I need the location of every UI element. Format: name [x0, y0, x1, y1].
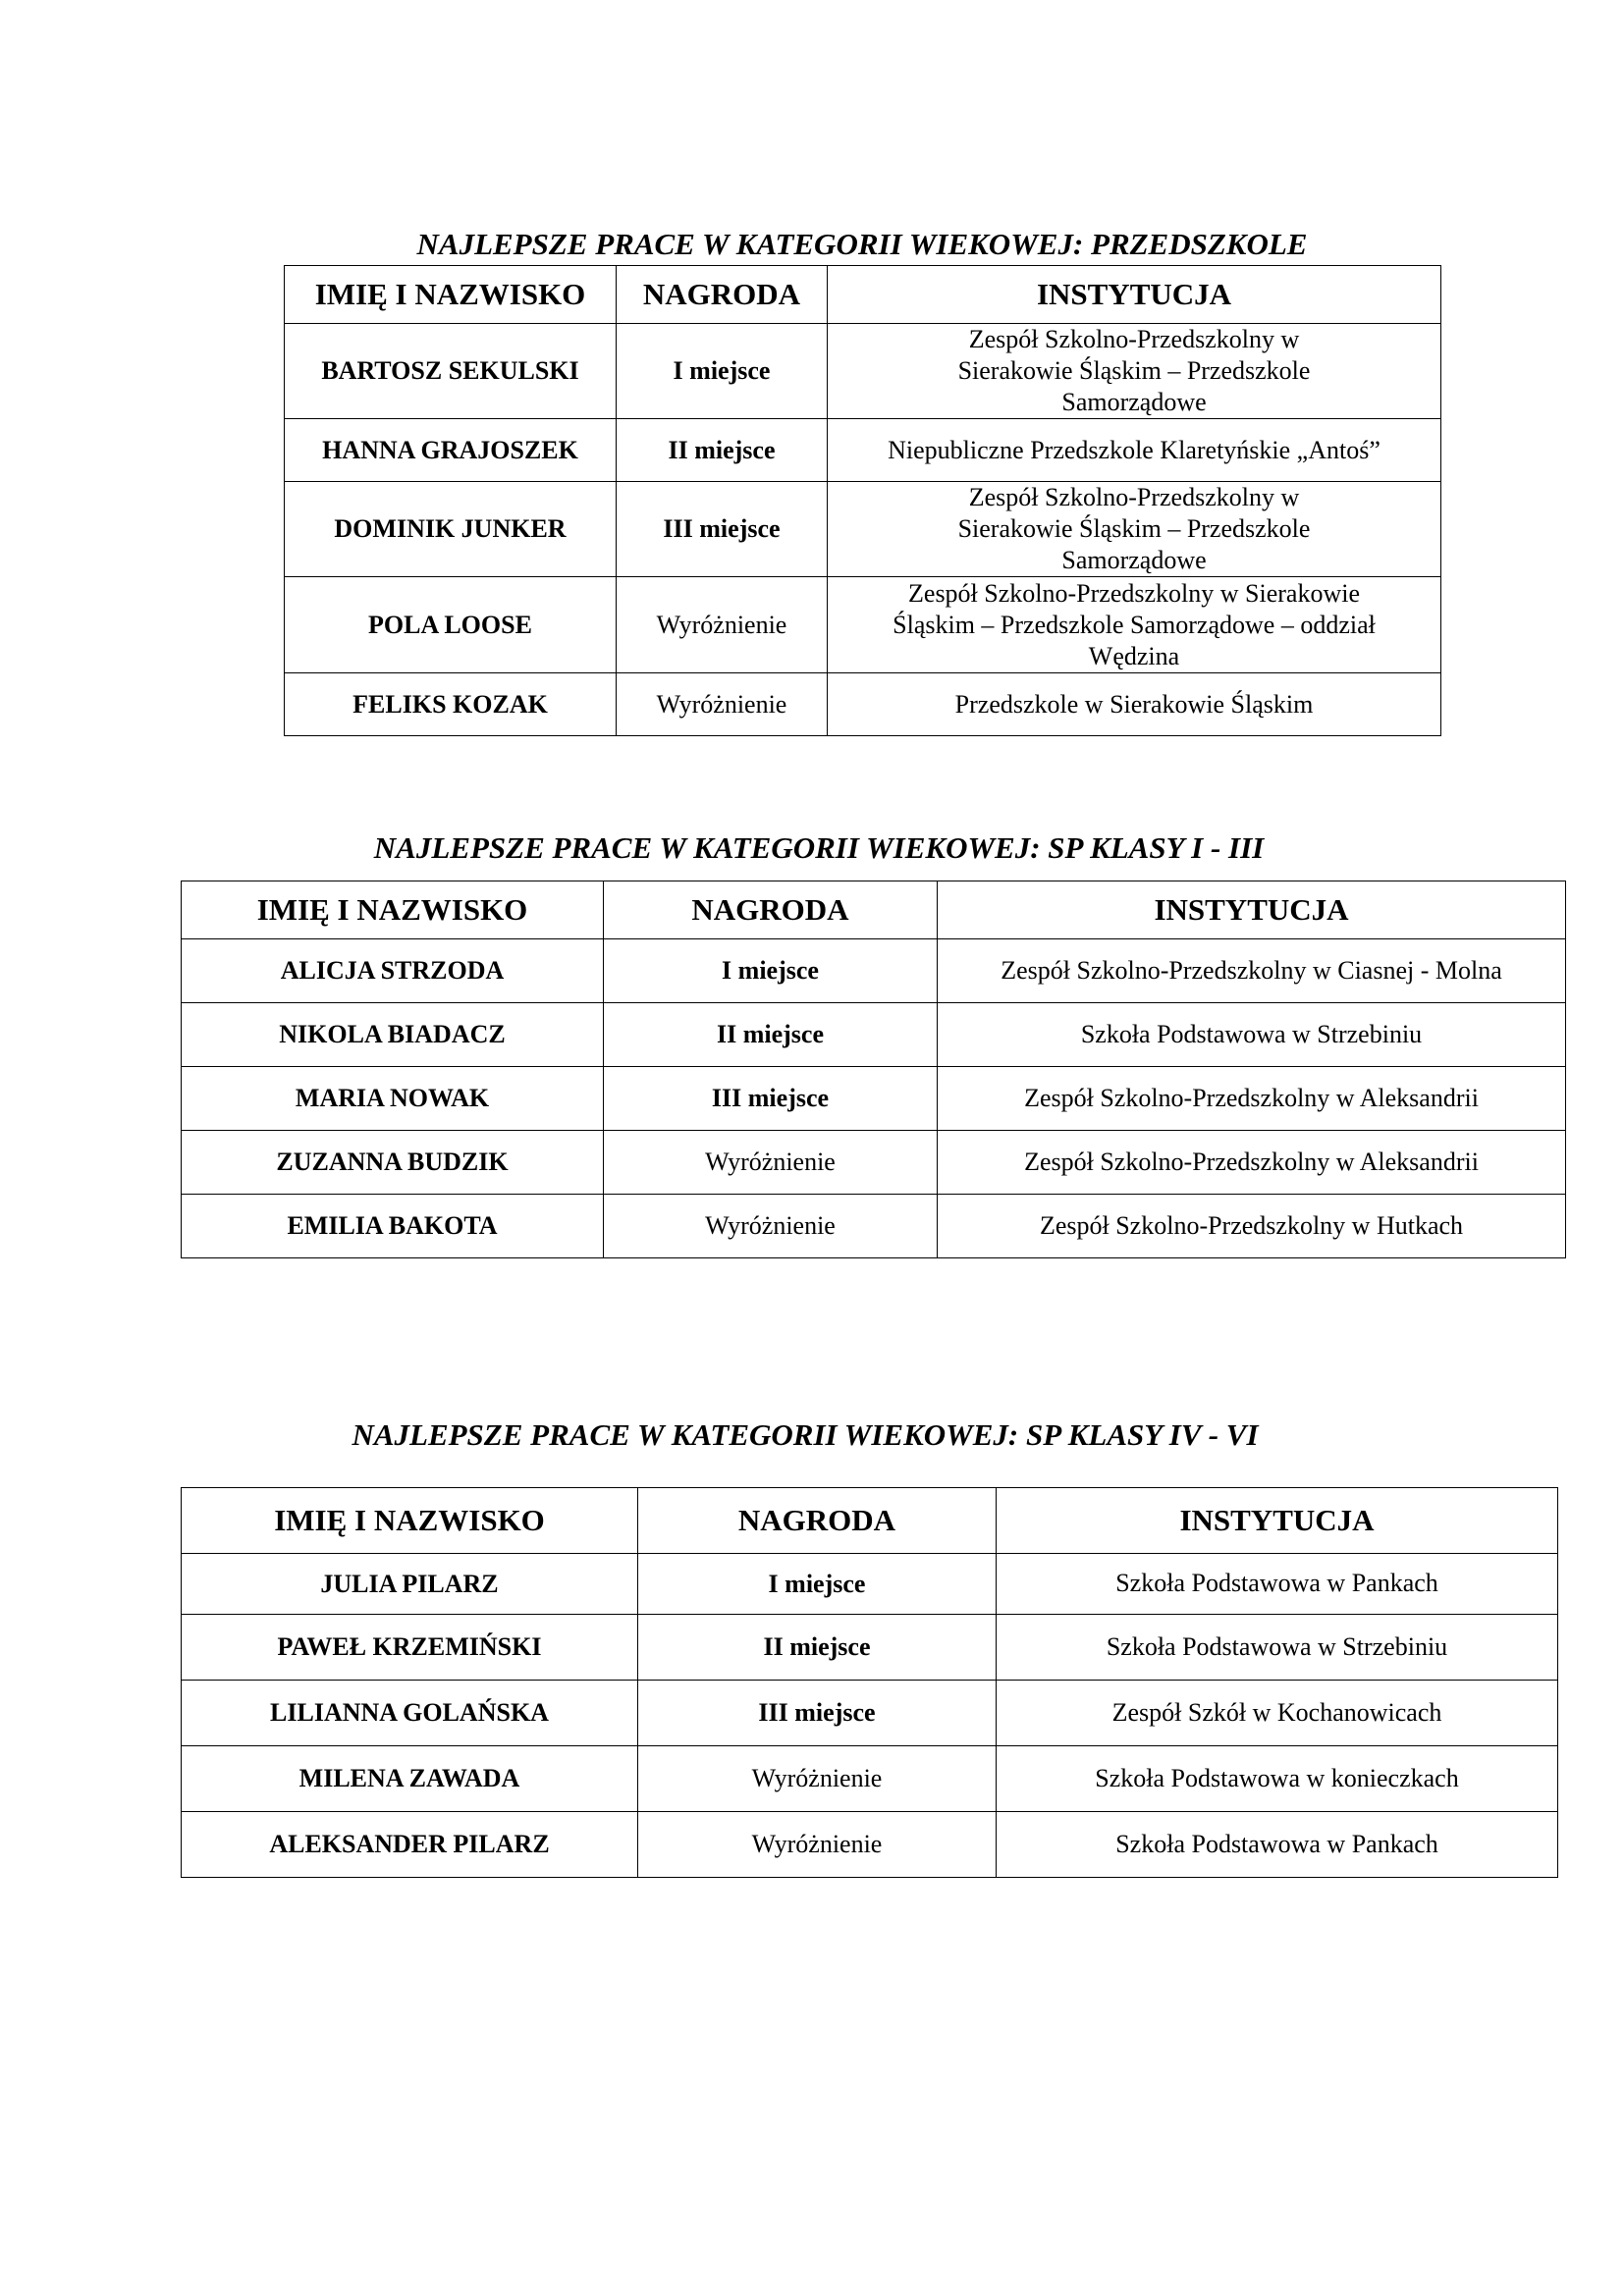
cell-institution: Zespół Szkolno-Przedszkolny w Sierakowie Śląskim – Przedszkole Samorządowe [828, 482, 1441, 577]
cell-name: MILENA ZAWADA [182, 1746, 638, 1812]
header-institution: INSTYTUCJA [997, 1488, 1558, 1554]
header-prize: NAGRODA [638, 1488, 997, 1554]
table-row [285, 324, 1441, 419]
cell-institution: Zespół Szkolno-Przedszkolny w Sierakowie Śląskim – Przedszkole Samorządowe [828, 324, 1441, 419]
header-name: IMIĘ I NAZWISKO [285, 266, 617, 324]
cell-institution: Zespół Szkół w Kochanowicach [997, 1681, 1558, 1746]
table-row [182, 1681, 1558, 1746]
cell-name: ZUZANNA BUDZIK [182, 1131, 604, 1195]
header-name: IMIĘ I NAZWISKO [182, 881, 604, 939]
cell-name: LILIANNA GOLAŃSKA [182, 1681, 638, 1746]
section-title: NAJLEPSZE PRACE W KATEGORII WIEKOWEJ: PRZEDSZKOLE [416, 227, 1308, 261]
cell-prize: III miejsce [638, 1681, 997, 1746]
cell-prize: Wyróżnienie [617, 577, 828, 673]
cell-name: ALEKSANDER PILARZ [182, 1812, 638, 1878]
table-row [182, 1615, 1558, 1681]
cell-prize: II miejsce [604, 1003, 938, 1067]
cell-institution: Przedszkole w Sierakowie Śląskim [828, 673, 1441, 736]
table-header-row [182, 1488, 1558, 1554]
table-row [285, 577, 1441, 673]
section-title: NAJLEPSZE PRACE W KATEGORII WIEKOWEJ: SP KLASY IV - VI [352, 1417, 1259, 1452]
header-prize: NAGRODA [604, 881, 938, 939]
section-przedszkole [284, 228, 1440, 736]
cell-prize: III miejsce [617, 482, 828, 577]
cell-institution: Zespół Szkolno-Przedszkolny w Aleksandrii [938, 1131, 1566, 1195]
cell-prize: Wyróżnienie [638, 1746, 997, 1812]
cell-name: ALICJA STRZODA [182, 939, 604, 1003]
cell-name: PAWEŁ KRZEMIŃSKI [182, 1615, 638, 1681]
cell-name: BARTOSZ SEKULSKI [285, 324, 617, 419]
table-header-row [182, 881, 1566, 939]
section-sp-klasy-iv-vi [181, 1418, 1557, 1878]
table-row [285, 482, 1441, 577]
cell-prize: III miejsce [604, 1067, 938, 1131]
cell-institution: Szkoła Podstawowa w konieczkach [997, 1746, 1558, 1812]
cell-name: MARIA NOWAK [182, 1067, 604, 1131]
cell-prize: II miejsce [638, 1615, 997, 1681]
header-name: IMIĘ I NAZWISKO [182, 1488, 638, 1554]
cell-institution: Niepubliczne Przedszkole Klaretyńskie „Antoś” [828, 419, 1441, 482]
cell-prize: I miejsce [617, 324, 828, 419]
cell-prize: Wyróżnienie [617, 673, 828, 736]
cell-name: FELIKS KOZAK [285, 673, 617, 736]
table-row [182, 1195, 1566, 1258]
table-row [182, 1554, 1558, 1615]
cell-name: DOMINIK JUNKER [285, 482, 617, 577]
cell-institution: Szkoła Podstawowa w Pankach [997, 1812, 1558, 1878]
cell-institution: Zespół Szkolno-Przedszkolny w Sierakowie Śląskim – Przedszkole Samorządowe – oddział Wędzina [828, 577, 1441, 673]
cell-prize: Wyróżnienie [604, 1131, 938, 1195]
cell-institution: Zespół Szkolno-Przedszkolny w Aleksandrii [938, 1067, 1566, 1131]
table-row [182, 1746, 1558, 1812]
cell-name: HANNA GRAJOSZEK [285, 419, 617, 482]
section-title: NAJLEPSZE PRACE W KATEGORII WIEKOWEJ: SP KLASY I - III [373, 830, 1265, 865]
table-row [182, 1131, 1566, 1195]
cell-name: JULIA PILARZ [182, 1554, 638, 1615]
header-institution: INSTYTUCJA [828, 266, 1441, 324]
section-sp-klasy-i-iii [181, 831, 1565, 1258]
cell-institution: Zespół Szkolno-Przedszkolny w Ciasnej - Molna [938, 939, 1566, 1003]
results-table [181, 881, 1566, 1258]
cell-name: POLA LOOSE [285, 577, 617, 673]
cell-prize: Wyróżnienie [638, 1812, 997, 1878]
cell-prize: I miejsce [638, 1554, 997, 1615]
cell-institution: Szkoła Podstawowa w Strzebiniu [997, 1615, 1558, 1681]
table-row [182, 1003, 1566, 1067]
results-table [181, 1487, 1558, 1878]
table-row [182, 1812, 1558, 1878]
cell-institution: Zespół Szkolno-Przedszkolny w Hutkach [938, 1195, 1566, 1258]
table-row [285, 419, 1441, 482]
table-row [285, 673, 1441, 736]
header-prize: NAGRODA [617, 266, 828, 324]
cell-institution: Szkoła Podstawowa w Strzebiniu [938, 1003, 1566, 1067]
cell-prize: Wyróżnienie [604, 1195, 938, 1258]
table-row [182, 939, 1566, 1003]
cell-prize: II miejsce [617, 419, 828, 482]
cell-institution: Szkoła Podstawowa w Pankach [997, 1554, 1558, 1615]
header-institution: INSTYTUCJA [938, 881, 1566, 939]
table-row [182, 1067, 1566, 1131]
table-header-row [285, 266, 1441, 324]
results-table [284, 265, 1441, 736]
cell-prize: I miejsce [604, 939, 938, 1003]
cell-name: EMILIA BAKOTA [182, 1195, 604, 1258]
cell-name: NIKOLA BIADACZ [182, 1003, 604, 1067]
